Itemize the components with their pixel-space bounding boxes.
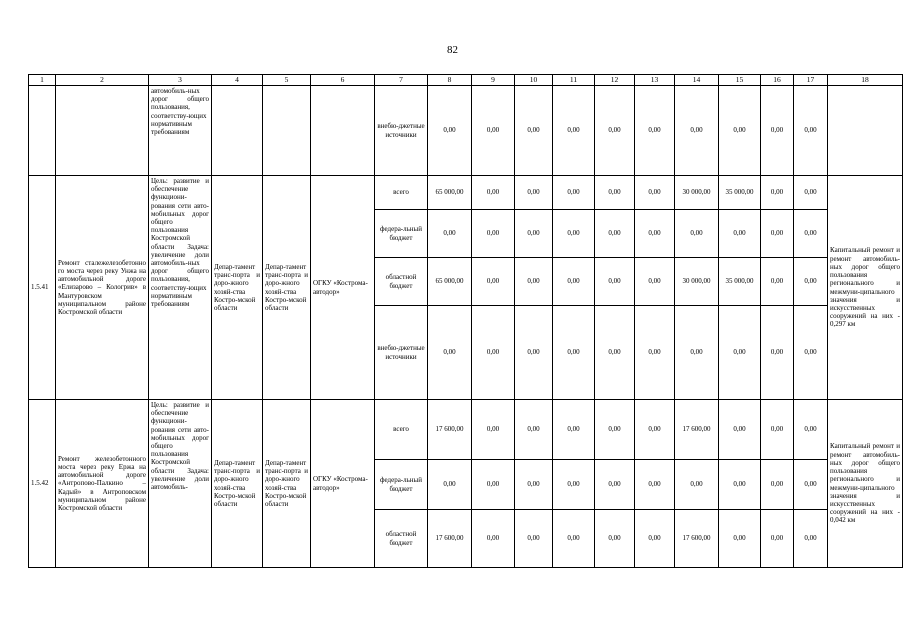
value-cell: 0,00: [635, 258, 675, 306]
value-cell: 0,00: [553, 460, 595, 510]
value-cell: 65 000,00: [428, 176, 472, 210]
executor-cell: Депар-тамент транс-порта и доро-жного хозяй-ства Костро-мской области: [263, 176, 311, 400]
value-cell: 0,00: [553, 306, 595, 400]
funding-source-cell: всего: [375, 176, 428, 210]
funding-source-cell: областной бюджет: [375, 510, 428, 568]
value-cell: 0,00: [472, 210, 515, 258]
executor-cell: Депар-тамент транс-порта и доро-жного хозяй-ства Костро-мской области: [263, 400, 311, 568]
value-cell: 0,00: [515, 510, 553, 568]
value-cell: 0,00: [761, 306, 794, 400]
customer-cell: Депар-тамент транс-порта и доро-жного хозяй-ства Костро-мской области: [212, 400, 263, 568]
value-cell: 0,00: [761, 86, 794, 176]
column-number-9: 9: [472, 75, 515, 86]
funding-source-cell: федера-льный бюджет: [375, 210, 428, 258]
column-number-15: 15: [719, 75, 761, 86]
header-row: [29, 75, 903, 86]
contractor-cell: ОГКУ «Кострома-автодор»: [311, 400, 375, 568]
value-cell: 0,00: [761, 210, 794, 258]
value-cell: 0,00: [675, 210, 719, 258]
id-cell: [29, 86, 56, 176]
value-cell: 0,00: [472, 86, 515, 176]
value-cell: 30 000,00: [675, 176, 719, 210]
value-cell: 0,00: [635, 210, 675, 258]
value-cell: 17 600,00: [428, 510, 472, 568]
column-number-13: 13: [635, 75, 675, 86]
column-number-12: 12: [595, 75, 635, 86]
column-number-10: 10: [515, 75, 553, 86]
funding-source-cell: внебю-джетные источники: [375, 86, 428, 176]
value-cell: 35 000,00: [719, 258, 761, 306]
value-cell: 0,00: [515, 176, 553, 210]
program-table: [28, 74, 903, 568]
value-cell: 0,00: [794, 258, 828, 306]
value-cell: 0,00: [635, 306, 675, 400]
result-cell: [828, 86, 903, 176]
customer-cell: [212, 86, 263, 176]
value-cell: 0,00: [595, 400, 635, 460]
item-name-cell: Ремонт железобетонного моста через реку Ержа на автомобильной дороге «Антропово-Палкино – Кадый» в Антроповском муниципальном районе Костромской области: [56, 400, 149, 568]
value-cell: 0,00: [553, 176, 595, 210]
value-cell: 0,00: [635, 86, 675, 176]
column-number-1: 1: [29, 75, 56, 86]
value-cell: 0,00: [719, 400, 761, 460]
value-cell: 0,00: [515, 258, 553, 306]
value-cell: 0,00: [675, 460, 719, 510]
value-cell: 0,00: [635, 400, 675, 460]
value-cell: 17 600,00: [675, 510, 719, 568]
column-number-18: 18: [828, 75, 903, 86]
value-cell: 0,00: [428, 86, 472, 176]
column-number-3: 3: [149, 75, 212, 86]
result-cell: Капитальный ремонт и ремонт автомобиль-ных дорог общего пользования регионального и межмуни-ципального значения и искусственных сооружений на них - 0,297 км: [828, 176, 903, 400]
column-number-17: 17: [794, 75, 828, 86]
funding-source-cell: внебю-джетные источники: [375, 306, 428, 400]
value-cell: 0,00: [719, 460, 761, 510]
column-number-8: 8: [428, 75, 472, 86]
item-id-cell: 1.5.41: [29, 176, 56, 400]
value-cell: 0,00: [472, 510, 515, 568]
value-cell: 0,00: [472, 176, 515, 210]
value-cell: 0,00: [719, 210, 761, 258]
value-cell: 0,00: [472, 258, 515, 306]
value-cell: 0,00: [472, 400, 515, 460]
value-cell: 0,00: [472, 306, 515, 400]
value-cell: 17 600,00: [428, 400, 472, 460]
column-number-11: 11: [553, 75, 595, 86]
value-cell: 0,00: [635, 176, 675, 210]
value-cell: 0,00: [428, 460, 472, 510]
contractor-cell: ОГКУ «Кострома-автодор»: [311, 176, 375, 400]
value-cell: 0,00: [515, 306, 553, 400]
contractor-cell: [311, 86, 375, 176]
item-id-cell: 1.5.42: [29, 400, 56, 568]
purpose-cell: Цель: развитие и обеспечение функциони-рования сети авто-мобильных дорог общего пользования Костромской области Задача: увеличение доли автомобиль-: [149, 400, 212, 568]
value-cell: 0,00: [794, 86, 828, 176]
column-number-16: 16: [761, 75, 794, 86]
table-row: [29, 176, 903, 210]
column-number-6: 6: [311, 75, 375, 86]
purpose-cell: Цель: развитие и обеспечение функциони-рования сети авто-мобильных дорог общего пользования Костромской области Задача: увеличение доли автомобиль-ных дорог общего пользования, соответству-ющих нормативным требованиям: [149, 176, 212, 400]
value-cell: 0,00: [553, 86, 595, 176]
value-cell: 0,00: [515, 86, 553, 176]
value-cell: 0,00: [428, 306, 472, 400]
table-row: [29, 400, 903, 460]
value-cell: 0,00: [675, 86, 719, 176]
column-number-2: 2: [56, 75, 149, 86]
value-cell: 0,00: [553, 510, 595, 568]
page-number: 82: [447, 44, 458, 56]
value-cell: 0,00: [472, 460, 515, 510]
value-cell: 35 000,00: [719, 176, 761, 210]
value-cell: 0,00: [595, 510, 635, 568]
column-number-14: 14: [675, 75, 719, 86]
result-cell: Капитальный ремонт и ремонт автомобиль-ных дорог общего пользования регионального и межмуни-ципального значения и искусственных сооружений на них - 0,042 км: [828, 400, 903, 568]
value-cell: 0,00: [794, 306, 828, 400]
value-cell: 0,00: [595, 86, 635, 176]
value-cell: 0,00: [719, 510, 761, 568]
value-cell: 0,00: [635, 510, 675, 568]
value-cell: 0,00: [553, 258, 595, 306]
value-cell: 30 000,00: [675, 258, 719, 306]
value-cell: 65 000,00: [428, 258, 472, 306]
value-cell: 0,00: [794, 460, 828, 510]
value-cell: 0,00: [719, 86, 761, 176]
value-cell: 0,00: [595, 460, 635, 510]
value-cell: 0,00: [761, 176, 794, 210]
table-row: [29, 86, 903, 176]
value-cell: 0,00: [794, 400, 828, 460]
value-cell: 0,00: [595, 210, 635, 258]
value-cell: 0,00: [794, 210, 828, 258]
value-cell: 0,00: [595, 258, 635, 306]
value-cell: 0,00: [553, 400, 595, 460]
customer-cell: Депар-тамент транс-порта и доро-жного хозяй-ства Костро-мской области: [212, 176, 263, 400]
value-cell: 0,00: [761, 460, 794, 510]
value-cell: 0,00: [595, 306, 635, 400]
purpose-cell: автомобиль-ных дорог общего пользования, соответству-ющих нормативным требованиям: [149, 86, 212, 176]
value-cell: 0,00: [595, 176, 635, 210]
value-cell: 0,00: [515, 460, 553, 510]
executor-cell: [263, 86, 311, 176]
value-cell: 17 600,00: [675, 400, 719, 460]
value-cell: 0,00: [794, 176, 828, 210]
value-cell: 0,00: [553, 210, 595, 258]
item-name-cell: Ремонт сталежелезобетонно го моста через реку Унжа на автомобильной дороге «Елизарово – Кологрив» в Мантуровском муниципальном районе Костромской области: [56, 176, 149, 400]
funding-source-cell: всего: [375, 400, 428, 460]
name-cell: [56, 86, 149, 176]
column-number-4: 4: [212, 75, 263, 86]
funding-source-cell: федера-льный бюджет: [375, 460, 428, 510]
value-cell: 0,00: [761, 400, 794, 460]
value-cell: 0,00: [719, 306, 761, 400]
funding-source-cell: областной бюджет: [375, 258, 428, 306]
value-cell: 0,00: [515, 400, 553, 460]
column-number-5: 5: [263, 75, 311, 86]
value-cell: 0,00: [761, 258, 794, 306]
value-cell: 0,00: [635, 460, 675, 510]
value-cell: 0,00: [515, 210, 553, 258]
column-number-7: 7: [375, 75, 428, 86]
value-cell: 0,00: [675, 306, 719, 400]
value-cell: 0,00: [428, 210, 472, 258]
value-cell: 0,00: [761, 510, 794, 568]
value-cell: 0,00: [794, 510, 828, 568]
